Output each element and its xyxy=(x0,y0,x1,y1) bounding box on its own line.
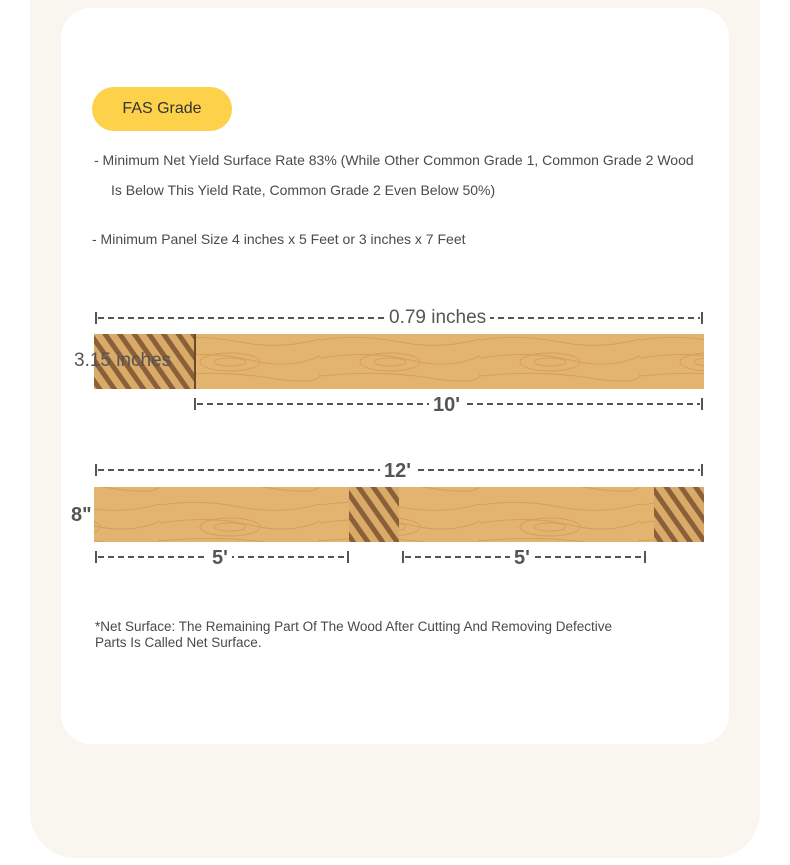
board1-length-label: 0.79 inches xyxy=(385,307,490,329)
yield-rate-line1: - Minimum Net Yield Surface Rate 83% (While Other Common Grade 1, Common Grade 2 Wood xyxy=(94,152,694,168)
yield-rate-line2: Is Below This Yield Rate, Common Grade 2 Even Below 50%) xyxy=(111,182,496,198)
board2-defect-end xyxy=(654,487,704,542)
board2-segment1-label: 5' xyxy=(208,547,232,570)
board2-width-label: 8" xyxy=(71,504,92,526)
panel-size-bullet: - Minimum Panel Size 4 inches x 5 Feet or 3 inches x 7 Feet xyxy=(92,231,466,247)
board2-length-label: 12' xyxy=(380,460,415,483)
board1-width-label: 3.15 inches xyxy=(74,350,172,371)
board2-segment2-label: 5' xyxy=(510,547,534,570)
board1-clear-length-label: 10' xyxy=(429,394,464,417)
net-surface-note: *Net Surface: The Remaining Part Of The Wood After Cutting And Removing Defective Parts Is Called Net Surface. xyxy=(95,619,613,650)
grade-badge: FAS Grade xyxy=(92,87,232,131)
board2-defect-middle xyxy=(349,487,399,542)
